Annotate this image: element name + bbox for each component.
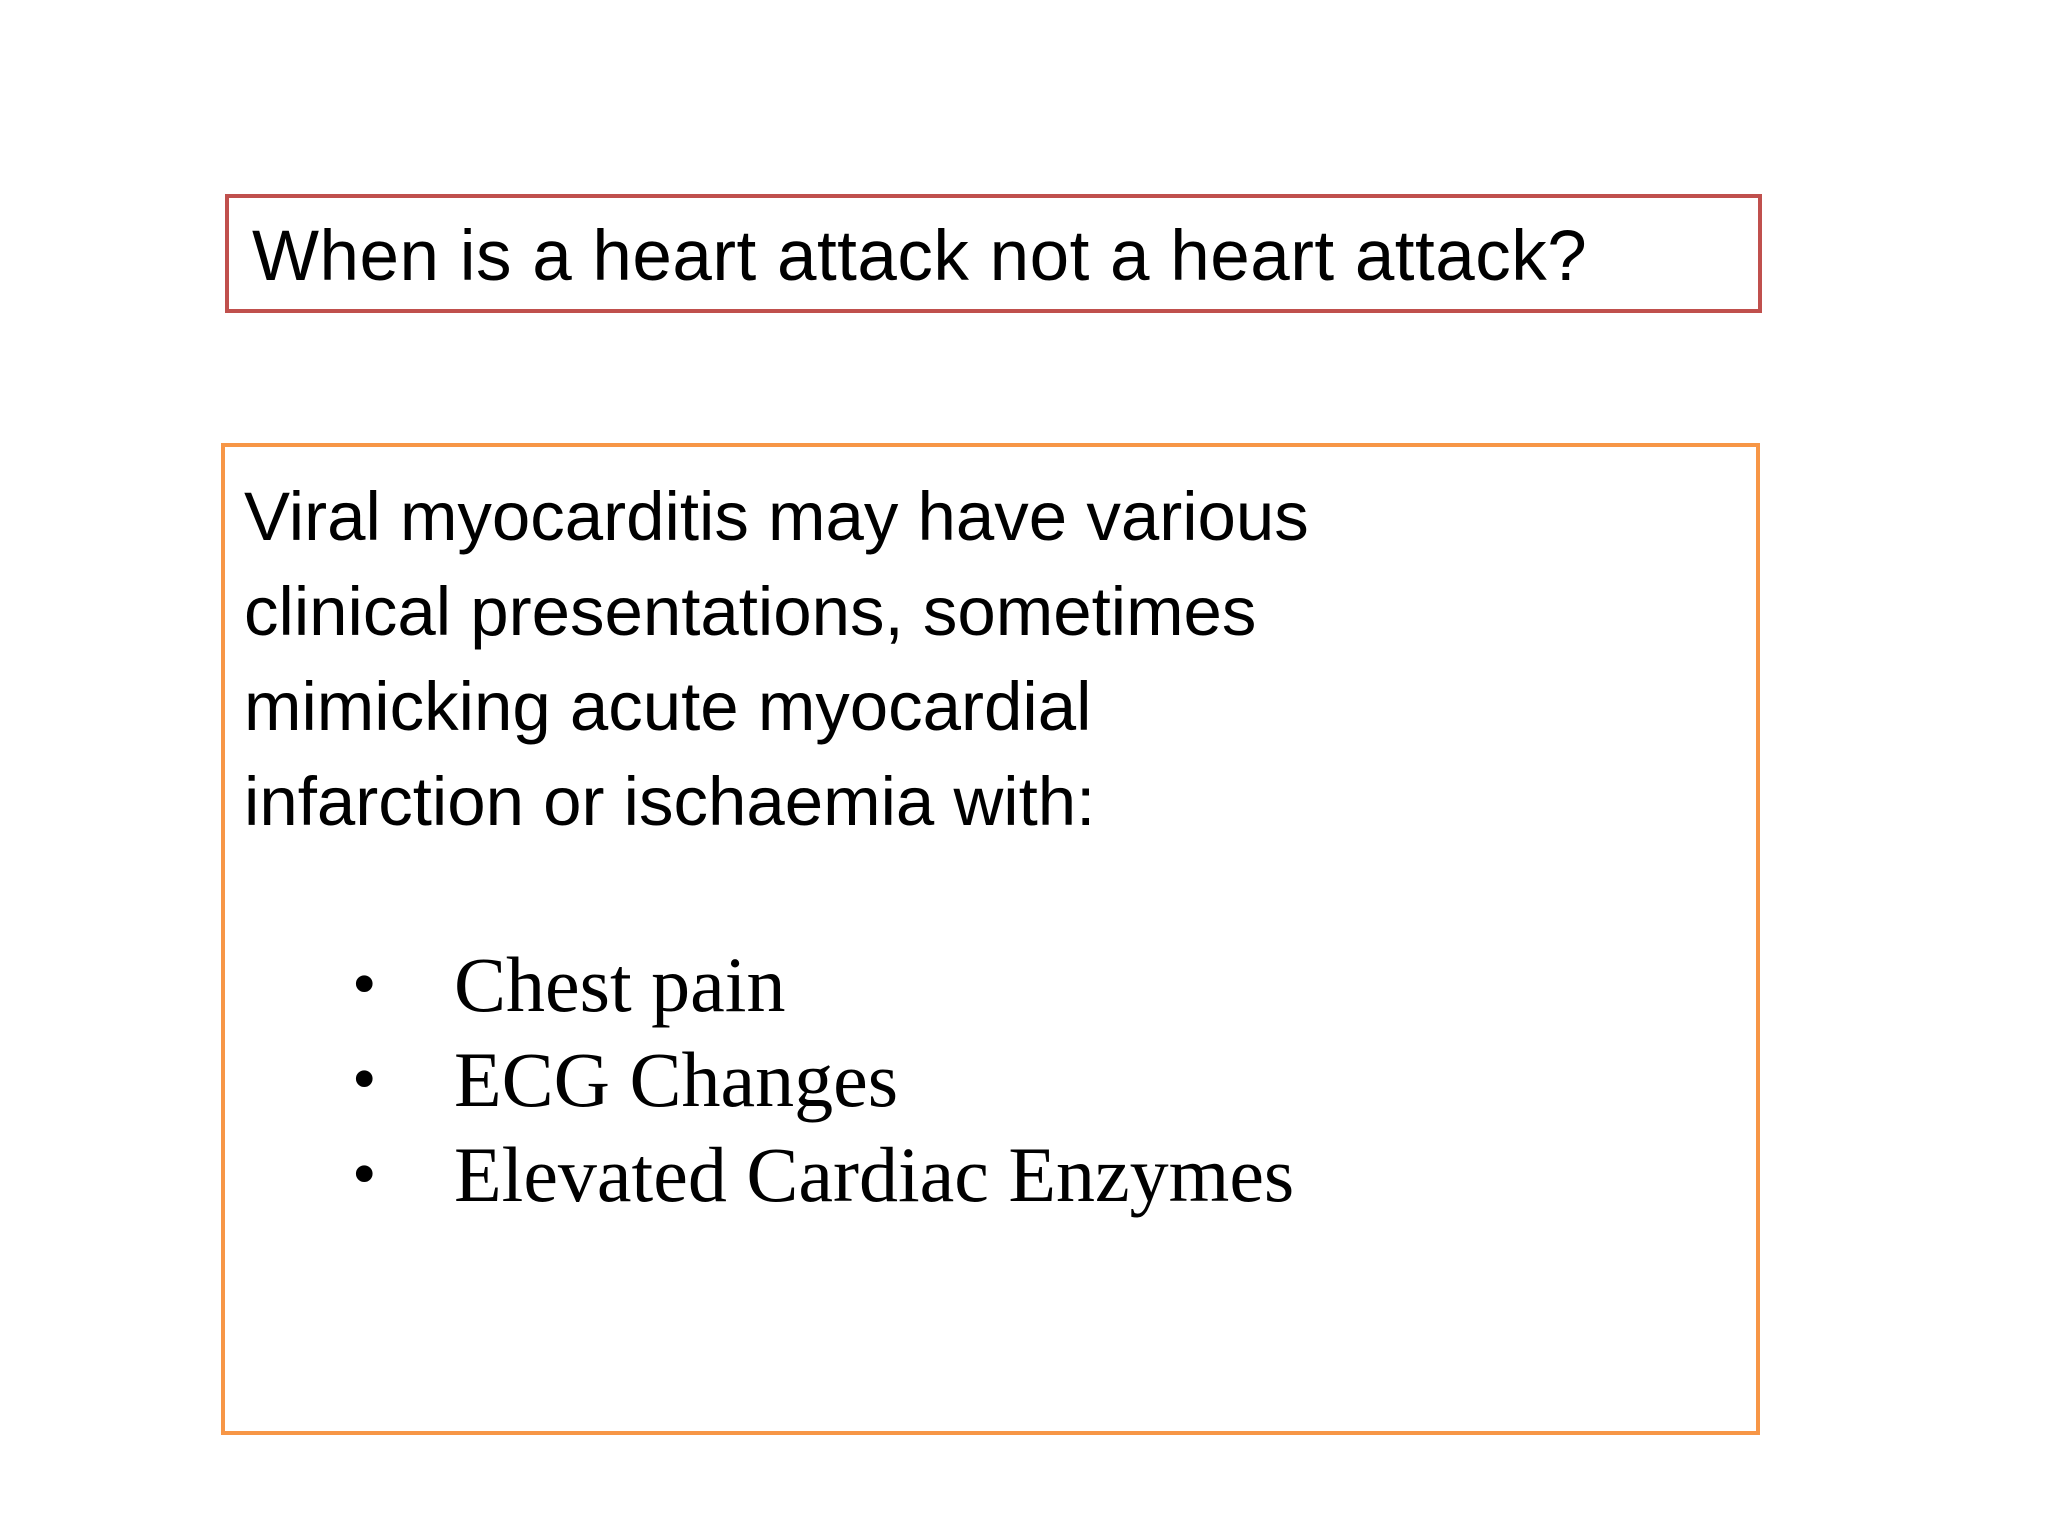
intro-line: clinical presentations, sometimes — [244, 573, 1257, 650]
bullet-text: Chest pain — [454, 941, 786, 1028]
bullet-icon: • — [352, 1136, 377, 1213]
intro-line: mimicking acute myocardial — [244, 668, 1092, 745]
content-box — [221, 443, 1760, 1435]
slide-title: When is a heart attack not a heart attack? — [252, 217, 1588, 296]
intro-line: Viral myocarditis may have various — [244, 478, 1309, 555]
bullet-icon: • — [352, 1041, 377, 1118]
bullet-text: ECG Changes — [454, 1036, 899, 1123]
intro-line: infarction or ischaemia with: — [244, 763, 1096, 840]
bullet-text: Elevated Cardiac Enzymes — [454, 1131, 1295, 1218]
title-box — [225, 194, 1762, 313]
intro-paragraph — [244, 469, 1444, 849]
bullet-icon: • — [352, 946, 377, 1023]
